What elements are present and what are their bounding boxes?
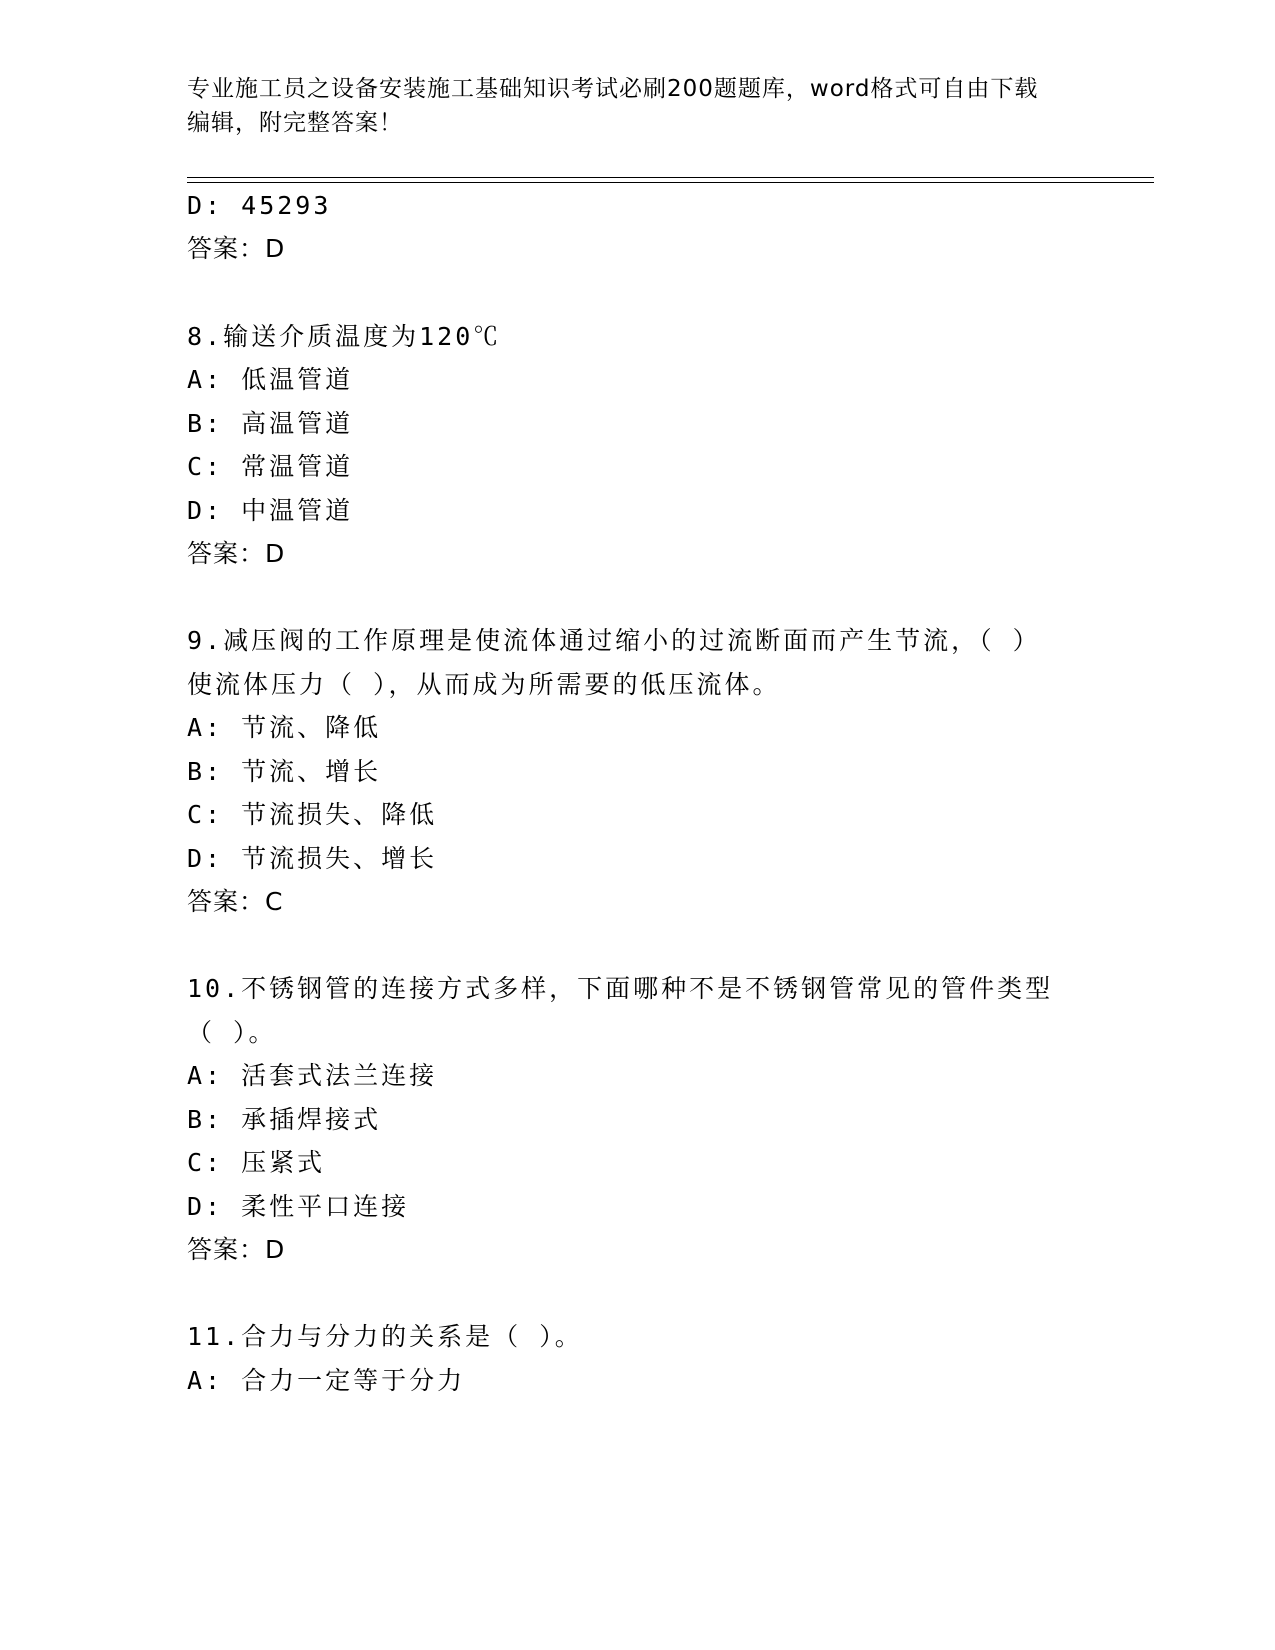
header-rule-top — [187, 177, 1154, 178]
q9-stem-line-1: 9.减压阀的工作原理是使流体通过缩小的过流断面而产生节流，（ ） — [187, 626, 1041, 655]
header-line-1: 专业施工员之设备安装施工基础知识考试必刷200题题库，word格式可自由下载 — [187, 76, 1039, 102]
q9-option-b: B: 节流、增长 — [187, 757, 382, 786]
header-rule-bottom — [187, 182, 1154, 183]
q8-option-d: D: 中温管道 — [187, 496, 354, 525]
q10-option-a: A: 活套式法兰连接 — [187, 1061, 438, 1090]
q8-stem: 8.输送介质温度为120℃ — [187, 322, 502, 351]
q10-option-b: B: 承插焊接式 — [187, 1105, 382, 1134]
q10-answer: 答案：D — [187, 1235, 286, 1264]
q8-option-a: A: 低温管道 — [187, 365, 354, 394]
q9-stem-line-2: 使流体压力（ ），从而成为所需要的低压流体。 — [187, 670, 781, 699]
q9-answer: 答案：C — [187, 887, 284, 916]
prev-answer: 答案：D — [187, 234, 286, 263]
q10-stem-line-2: （ ）。 — [187, 1018, 277, 1047]
q8-answer: 答案：D — [187, 539, 286, 568]
document-header — [187, 72, 1067, 140]
q10-option-c: C: 压紧式 — [187, 1148, 326, 1177]
header-line-2: 编辑，附完整答案！ — [187, 110, 403, 136]
q8-option-c: C: 常温管道 — [187, 452, 354, 481]
q10-stem-line-1: 10.不锈钢管的连接方式多样，下面哪种不是不锈钢管常见的管件类型 — [187, 974, 1054, 1003]
q9-option-c: C: 节流损失、降低 — [187, 800, 438, 829]
q10-option-d: D: 柔性平口连接 — [187, 1192, 410, 1221]
prev-option-d: D: 45293 — [187, 191, 332, 220]
q9-option-d: D: 节流损失、增长 — [187, 844, 438, 873]
q11-stem: 11.合力与分力的关系是（ ）。 — [187, 1322, 583, 1351]
q11-option-a: A: 合力一定等于分力 — [187, 1366, 466, 1395]
q8-option-b: B: 高温管道 — [187, 409, 354, 438]
q9-option-a: A: 节流、降低 — [187, 713, 382, 742]
